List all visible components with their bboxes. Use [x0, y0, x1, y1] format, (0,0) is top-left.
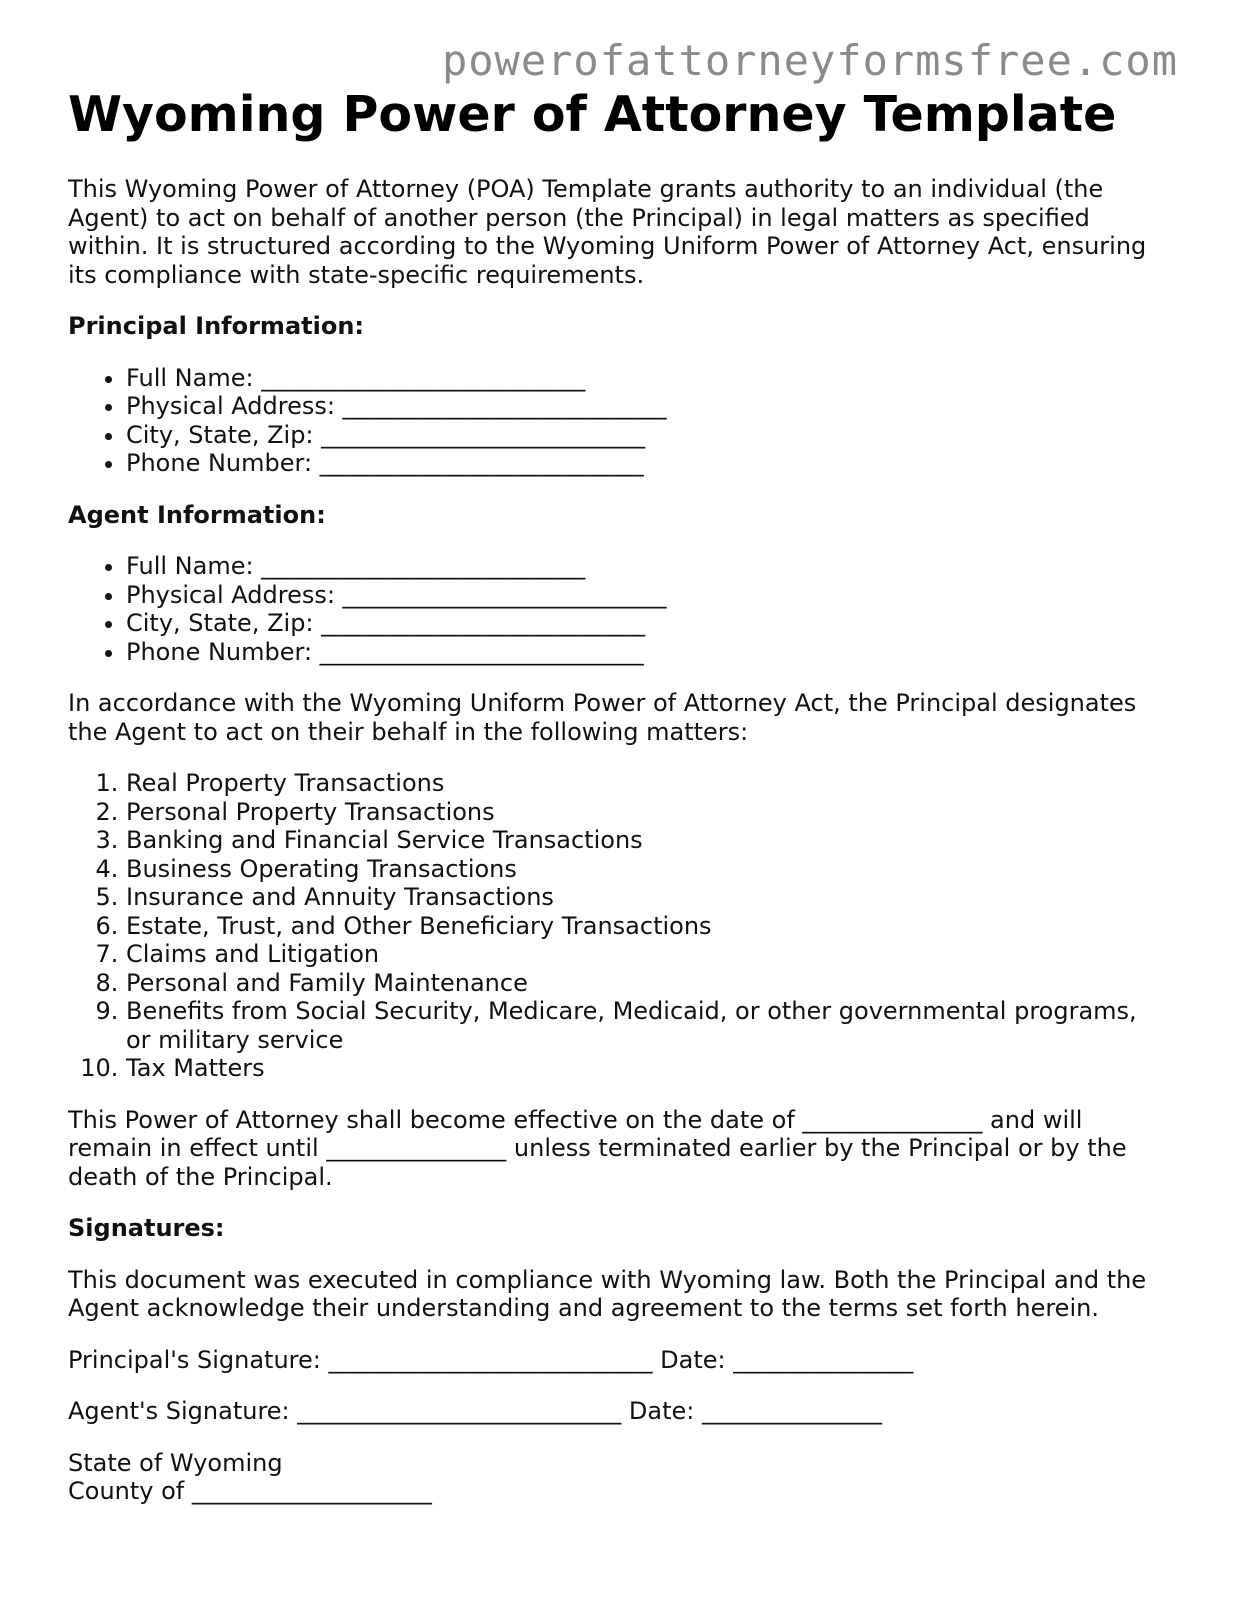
principal-address-field[interactable]: • Physical Address: ___________________________ [126, 392, 1163, 421]
power-item: 2. Personal Property Transactions [126, 798, 1163, 827]
power-item: 8. Personal and Family Maintenance [126, 969, 1163, 998]
power-item: 10. Tax Matters [126, 1054, 1163, 1083]
power-item: 3. Banking and Financial Service Transactions [126, 826, 1163, 855]
effective-date-paragraph[interactable]: This Power of Attorney shall become effective on the date of _______________ and will remain in effect until _______________ unless terminated earlier by the Principal or by the death of the Principal. [68, 1105, 1127, 1191]
page-title: Wyoming Power of Attorney Template [68, 86, 1117, 143]
compliance-statement: This document was executed in compliance with Wyoming law. Both the Principal and the Agent acknowledge their understanding and agreement to the terms set forth herein. [68, 1265, 1147, 1322]
agent-phone-field[interactable]: • Phone Number: ___________________________ [126, 638, 1163, 667]
agent-address-field[interactable]: • Physical Address: ___________________________ [126, 581, 1163, 610]
watermark-site-url: powerofattorneyformsfree.com [441, 36, 1178, 85]
principal-fields [68, 364, 1163, 478]
agent-signature-line[interactable]: Agent's Signature: ___________________________ Date: _______________ [68, 1397, 882, 1425]
power-item: 4. Business Operating Transactions [126, 855, 1163, 884]
state-label: State of Wyoming [68, 1448, 283, 1477]
agent-fields [68, 552, 1163, 666]
power-item: 5. Insurance and Annuity Transactions [126, 883, 1163, 912]
intro-paragraph: This Wyoming Power of Attorney (POA) Template grants authority to an individual (the Agent) to act on behalf of another person (the Principal) in legal matters as specified within. It is structured according to the Wyoming Uniform Power of Attorney Act, ensuring its compliance with state-specific requirements. [68, 175, 1147, 289]
power-item: 6. Estate, Trust, and Other Beneficiary Transactions [126, 912, 1163, 941]
principal-heading: Principal Information: [68, 312, 365, 340]
powers-list [68, 769, 1163, 1083]
agent-city-state-zip-field[interactable]: • City, State, Zip: ___________________________ [126, 609, 1163, 638]
power-item: 9. Benefits from Social Security, Medicare, Medicaid, or other governmental programs, or military service [126, 997, 1163, 1054]
agent-full-name-field[interactable]: • Full Name: ___________________________ [126, 552, 1163, 581]
power-item: 1. Real Property Transactions [126, 769, 1163, 798]
principal-signature-line[interactable]: Principal's Signature: ___________________________ Date: _______________ [68, 1345, 914, 1374]
agent-heading: Agent Information: [68, 500, 326, 529]
principal-full-name-field[interactable]: • Full Name: ___________________________ [126, 364, 1163, 393]
principal-city-state-zip-field[interactable]: • City, State, Zip: ___________________________ [126, 421, 1163, 450]
signatures-heading: Signatures: [68, 1214, 225, 1242]
designation-paragraph: In accordance with the Wyoming Uniform Power of Attorney Act, the Principal designates the Agent to act on their behalf in the following matters: [68, 689, 1137, 746]
county-field[interactable]: County of ____________________ [68, 1477, 432, 1505]
power-item: 7. Claims and Litigation [126, 940, 1163, 969]
document-body [68, 175, 1163, 1506]
principal-phone-field[interactable]: • Phone Number: ___________________________ [126, 449, 1163, 478]
